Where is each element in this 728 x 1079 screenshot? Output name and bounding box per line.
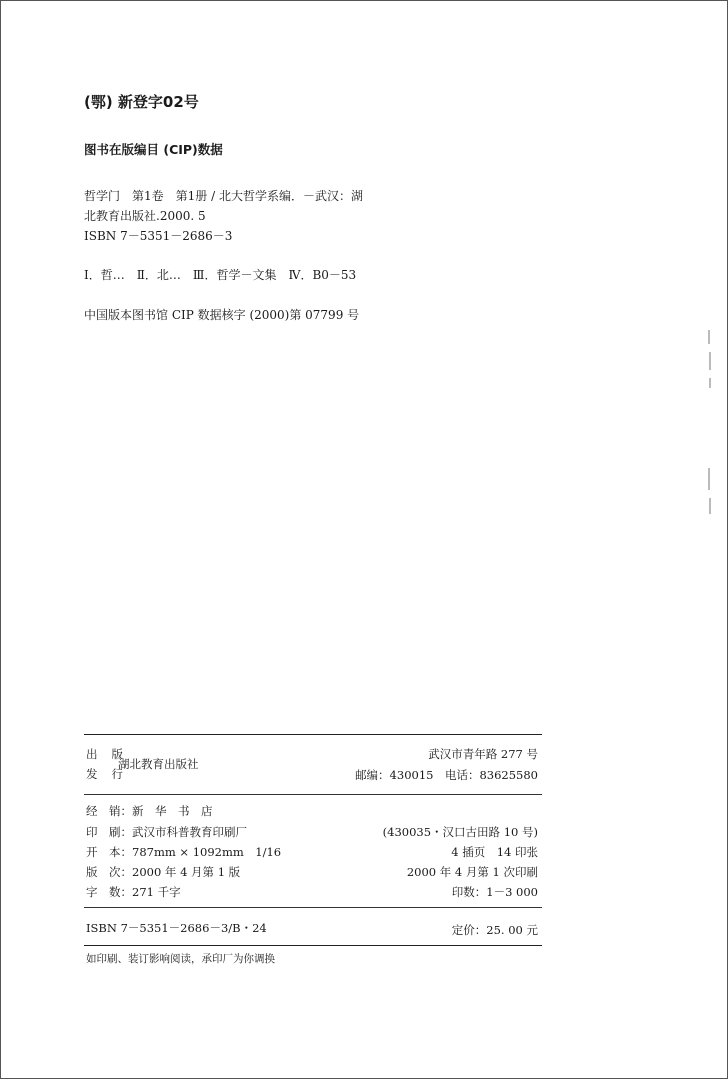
price: 定价：25. 00 元	[451, 923, 538, 937]
edition: 版 次：2000 年 4 月第 1 版	[86, 865, 241, 879]
printing: 2000 年 4 月第 1 次印刷	[406, 865, 538, 879]
plates-sheets: 4 插页 14 印张	[451, 845, 538, 859]
scan-speck	[709, 498, 711, 514]
publisher-postcode-phone: 邮编：430015 电话：83625580	[355, 768, 538, 782]
colophon-rule-bottom	[84, 945, 542, 946]
publisher-name: 湖北教育出版社	[118, 757, 199, 771]
scan-speck	[709, 352, 711, 370]
format: 开 本：787mm × 1092mm 1/16	[86, 845, 282, 859]
publisher-label-2: 发行	[86, 767, 137, 781]
cip-line-2: 北教育出版社.2000. 5	[84, 209, 206, 223]
printer: 印 刷：武汉市科普教育印刷厂	[86, 825, 247, 839]
cip-data-number: 中国版本图书馆 CIP 数据核字 (2000)第 07799 号	[84, 308, 360, 322]
scan-speck	[708, 468, 710, 490]
scan-speck	[708, 330, 710, 344]
cip-isbn: ISBN 7－5351－2686－3	[84, 229, 233, 243]
cip-title: 图书在版编目 (CIP)数据	[84, 142, 223, 157]
publisher-label-1: 出版	[86, 747, 137, 761]
word-count: 字 数：271 千字	[86, 885, 181, 899]
colophon-rule-3	[84, 907, 542, 908]
distributor: 经 销：新 华 书 店	[86, 804, 213, 818]
cip-line-1: 哲学门 第1卷 第1册 / 北大哲学系编．－武汉：湖	[84, 189, 363, 203]
colophon-rule-top	[84, 734, 542, 735]
isbn-full: ISBN 7－5351－2686－3/B・24	[86, 921, 267, 935]
publisher-address: 武汉市青年路 277 号	[428, 747, 538, 761]
print-defect-notice: 如印刷、装订影响阅读，承印厂为你调换	[86, 953, 275, 965]
print-run: 印数：1－3 000	[451, 885, 538, 899]
scan-speck	[709, 378, 711, 388]
registration-number: (鄂) 新登字02号	[84, 93, 199, 111]
colophon-rule-2	[84, 794, 542, 795]
cip-subjects: Ⅰ．哲… Ⅱ．北… Ⅲ．哲学－文集 Ⅳ．B0－53	[84, 268, 357, 282]
printer-address: (430035・汉口古田路 10 号)	[382, 825, 538, 839]
